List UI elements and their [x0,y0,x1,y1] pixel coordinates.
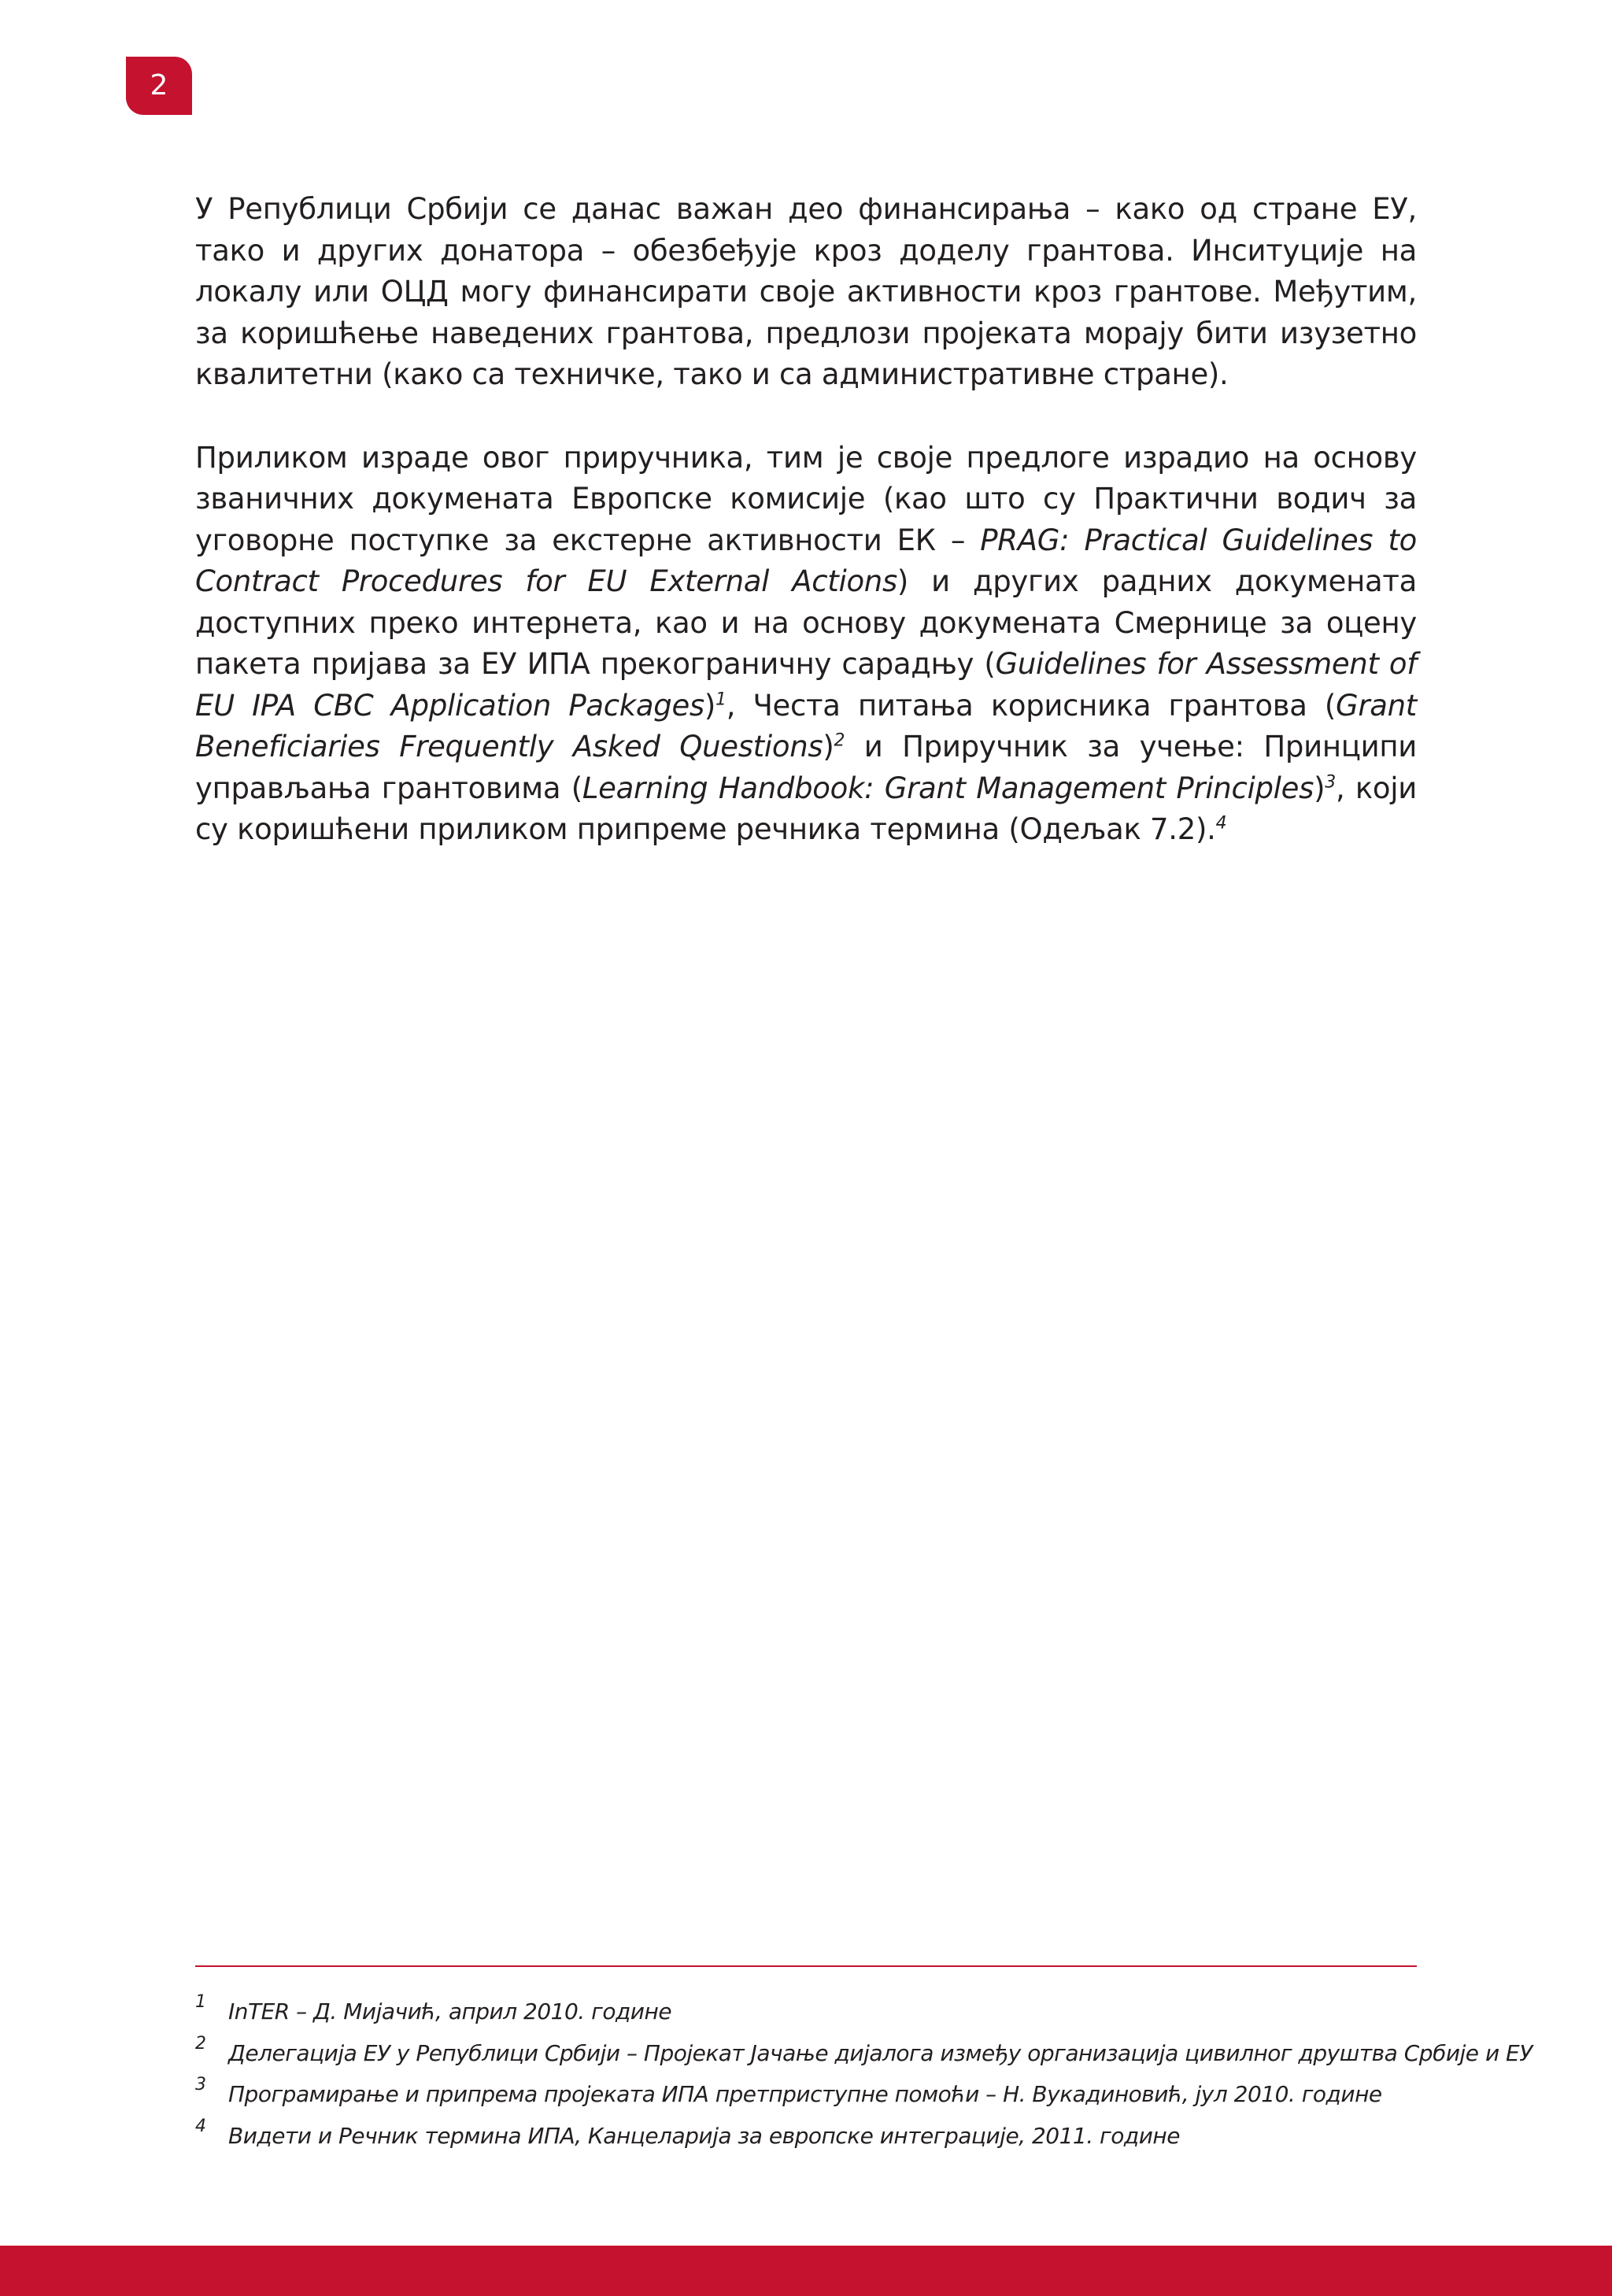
footnote-2 [195,2033,1533,2075]
paragraph-2-text: , који су коришћени приликом припреме речника термина (Одељак 7.2). [195,771,1417,846]
body-text [195,189,1417,851]
doc-title-guidelines: Guidelines for Assessment of EU IPA CBC Application Packages [195,647,1417,723]
footnote-ref-4[interactable]: 4 [1215,813,1227,834]
footnote-divider [195,1965,1417,1967]
paragraph-2-text: ) и других радних докумената доступних преко интернета, као и на основу докумената Смернице за оцену пакета пријава за ЕУ ИПА прекограничну сарадњу ( [195,564,1417,681]
doc-title-prag: PRAG: Practical Guidelines to Contract Procedures for EU External Actions [195,523,1417,598]
footnote-number: 2 [195,2033,206,2054]
paragraph-2-text: ) [1314,771,1325,805]
footnote-ref-1[interactable]: 1 [715,690,727,710]
footnote-3 [195,2074,1417,2116]
footnotes [195,1991,1533,2157]
footnote-ref-2[interactable]: 2 [834,730,845,751]
doc-title-handbook: Learning Handbook: Grant Management Principles [582,771,1314,805]
page-number-badge: 2 [126,57,192,115]
paragraph-1: У Републици Србији се данас важан део финансирања – како од стране ЕУ, тако и других донатора – обезбеђује кроз доделу грантова. Инситуције на локалу или ОЦД могу финансирати своје активности кроз грантове. Међутим, за коришћење наведених грантова, предлози пројеката морају бити изузетно квалитетни (како са техничке, тако и са административне стране). [195,192,1417,391]
doc-title-faq: Grant Beneficiaries Frequently Asked Questions [195,688,1417,763]
paragraph-2 [195,438,1417,851]
bottom-accent-bar [0,2246,1612,2296]
footnote-text: InTER – Д. Мијачић, април 2010. године [228,1998,672,2024]
footnote-1 [195,1991,1417,2033]
footnote-text: Делегација ЕУ у Републици Србији – Пројекат Јачање дијалога између организација цивилног друштва Србије и ЕУ [228,2039,1533,2066]
footnote-number: 1 [195,1992,206,2012]
footnote-4 [195,2116,1417,2157]
paragraph-2-text: ) [823,730,834,763]
paragraph-2-text: Приликом израде овог приручника, тим је своје предлоге израдио на основу званичних докумената Европске комисије (као што су Практични водич за уговорне поступке за екстерне активности ЕК – [195,440,1417,557]
paragraph-2-text: , Честа питања корисника грантова ( [726,688,1336,723]
footnote-ref-3[interactable]: 3 [1325,772,1336,793]
footnote-number: 3 [195,2075,206,2094]
footnote-text: Програмирање и припрема пројеката ИПА претприступне помоћи – Н. Вукадиновић, јул 2010. године [228,2081,1382,2107]
footnote-number: 4 [195,2116,206,2136]
paragraph-2-text: ) [704,688,716,723]
footnote-text: Видети и Речник термина ИПА, Канцеларија за европске интеграције, 2011. године [228,2122,1180,2149]
paragraph-2-text: и Приручник за учење: Принципи управљања грантовима ( [195,730,1418,805]
